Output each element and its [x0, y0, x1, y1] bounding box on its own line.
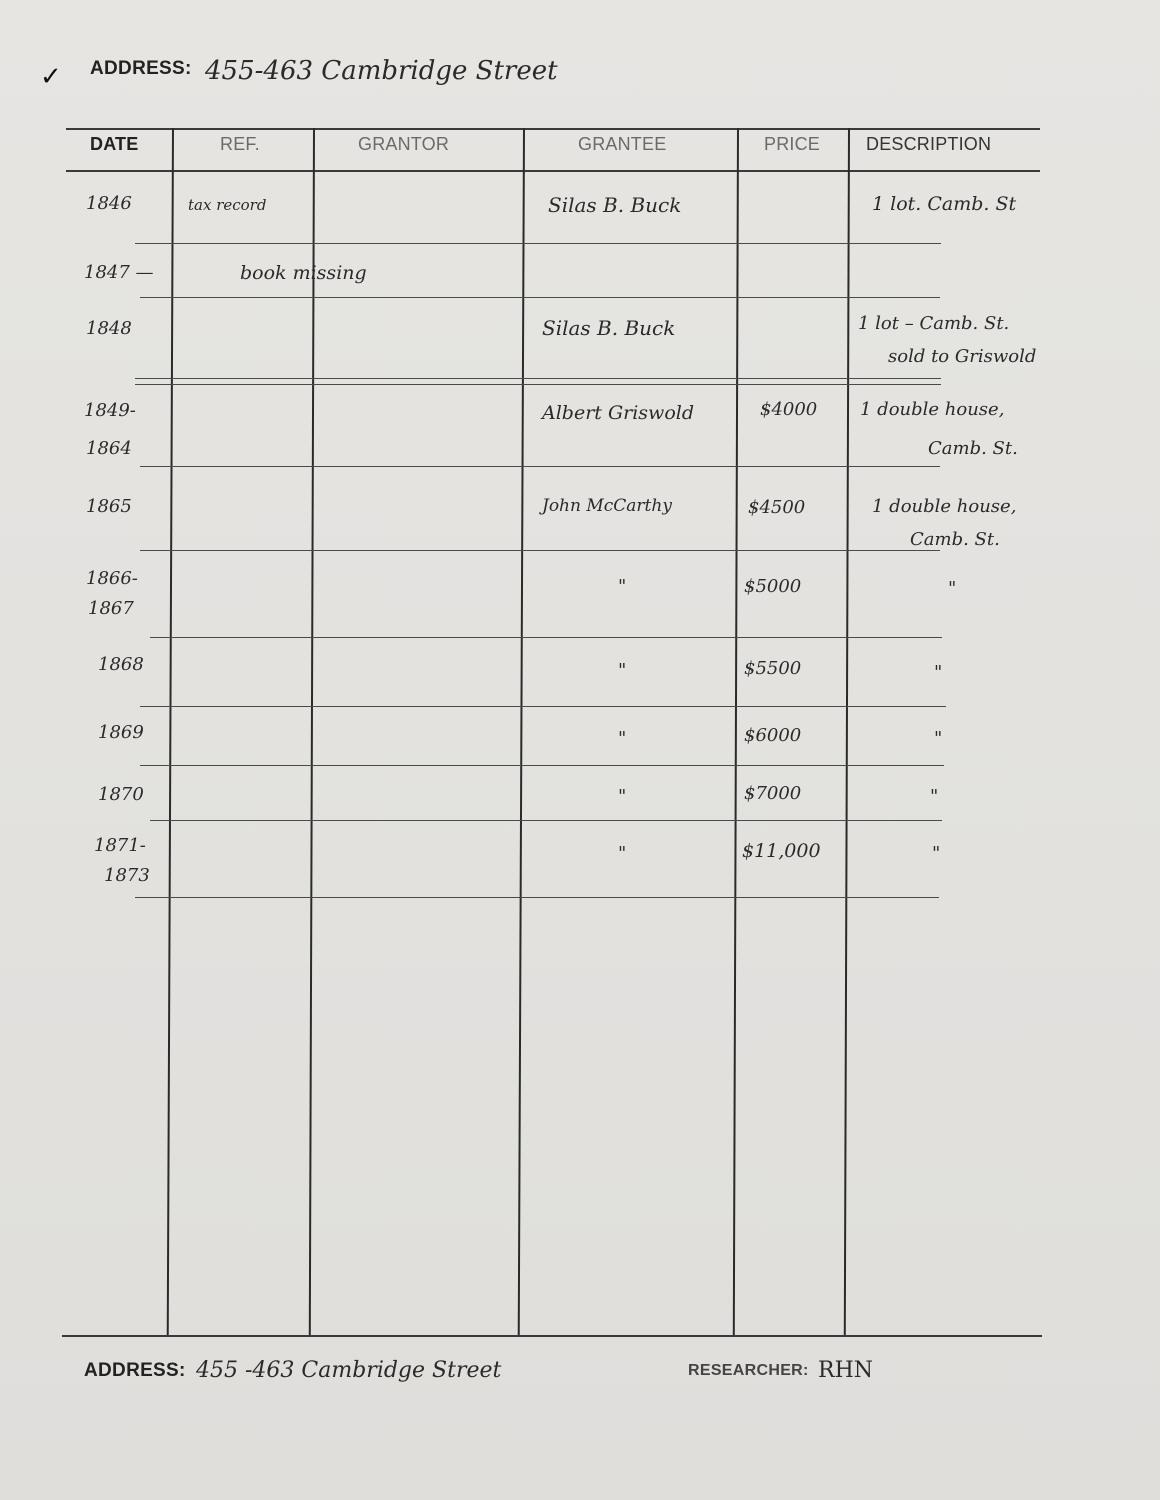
col-header-price: PRICE [764, 134, 821, 154]
cell-date-line-2: 1867 [88, 598, 134, 619]
table-top-rule [66, 128, 1040, 130]
cell-date: 1846 [86, 193, 132, 214]
col-divider-4 [733, 128, 739, 1336]
researcher-value: RHN [818, 1358, 873, 1383]
col-divider-2 [309, 128, 315, 1336]
cell-price: $5000 [744, 576, 802, 597]
check-mark-icon: ✓ [40, 62, 62, 92]
col-divider-1 [167, 128, 174, 1336]
cell-description-ditto: " [930, 786, 939, 807]
row-separator [140, 765, 944, 766]
cell-description-line-2: Camb. St. [928, 438, 1018, 459]
cell-grantee-ditto: " [618, 786, 627, 807]
row-separator [150, 637, 942, 638]
row-separator [135, 243, 941, 244]
row-separator [135, 897, 939, 898]
cell-date: 1866- [86, 568, 138, 589]
cell-grantee: Albert Griswold [542, 402, 694, 424]
col-header-grantor: GRANTOR [358, 134, 450, 154]
cell-description: 1 lot – Camb. St. [858, 313, 1010, 334]
row-separator [135, 378, 941, 379]
col-header-grantee: GRANTEE [578, 134, 667, 154]
row-separator [135, 384, 941, 385]
row-separator [140, 550, 940, 551]
col-header-ref: REF. [220, 134, 260, 154]
cell-price: $6000 [744, 725, 802, 746]
cell-grantee-ditto: " [618, 728, 627, 749]
col-divider-5 [844, 128, 850, 1336]
address-value: 455-463 Cambridge Street [205, 56, 558, 86]
cell-grantee-ditto: " [618, 576, 627, 597]
cell-grantee-ditto: " [618, 660, 627, 681]
cell-ref: tax record [188, 196, 267, 214]
col-header-description: DESCRIPTION [866, 134, 992, 154]
row-separator [140, 706, 946, 707]
cell-price: $7000 [744, 783, 802, 804]
cell-description-line-2: sold to Griswold [888, 346, 1037, 367]
cell-date: 1849- [84, 400, 136, 421]
cell-ref: book missing [240, 262, 367, 284]
cell-grantee-ditto: " [618, 843, 627, 864]
cell-date-line-2: 1864 [86, 438, 132, 459]
cell-description-ditto: " [948, 578, 957, 599]
cell-description-ditto: " [934, 728, 943, 749]
col-divider-3 [518, 128, 525, 1336]
cell-date: 1870 [98, 784, 144, 805]
cell-date-line-2: 1873 [104, 865, 150, 886]
cell-description: 1 double house, [872, 496, 1017, 517]
cell-price: $4500 [748, 497, 806, 518]
cell-grantee: Silas B. Buck [542, 316, 676, 340]
cell-description-ditto: " [934, 662, 943, 683]
cell-price: $4000 [760, 399, 818, 420]
row-separator [140, 466, 940, 467]
cell-date: 1868 [98, 654, 144, 675]
row-separator [140, 297, 940, 298]
address-label: ADDRESS: [90, 58, 192, 79]
col-header-date: DATE [90, 134, 139, 154]
cell-date: 1871- [94, 835, 146, 856]
cell-grantee: John McCarthy [542, 496, 672, 516]
row-separator [150, 820, 942, 821]
cell-date: 1847 — [84, 262, 154, 283]
table-header-rule [66, 170, 1040, 172]
cell-price: $11,000 [742, 840, 821, 862]
cell-price: $5500 [744, 658, 802, 679]
cell-description-line-2: Camb. St. [910, 529, 1000, 550]
footer-address-label: ADDRESS: [84, 1360, 186, 1381]
cell-date: 1848 [86, 318, 132, 339]
cell-date: 1865 [86, 496, 132, 517]
cell-description: 1 double house, [860, 399, 1005, 420]
researcher-label: RESEARCHER: [688, 1362, 809, 1379]
cell-date: 1869 [98, 722, 144, 743]
footer-address-value: 455 -463 Cambridge Street [196, 1358, 502, 1383]
cell-description: 1 lot. Camb. St [872, 193, 1017, 215]
cell-description-ditto: " [932, 843, 941, 864]
table-bottom-rule [62, 1335, 1042, 1337]
cell-grantee: Silas B. Buck [548, 193, 682, 217]
